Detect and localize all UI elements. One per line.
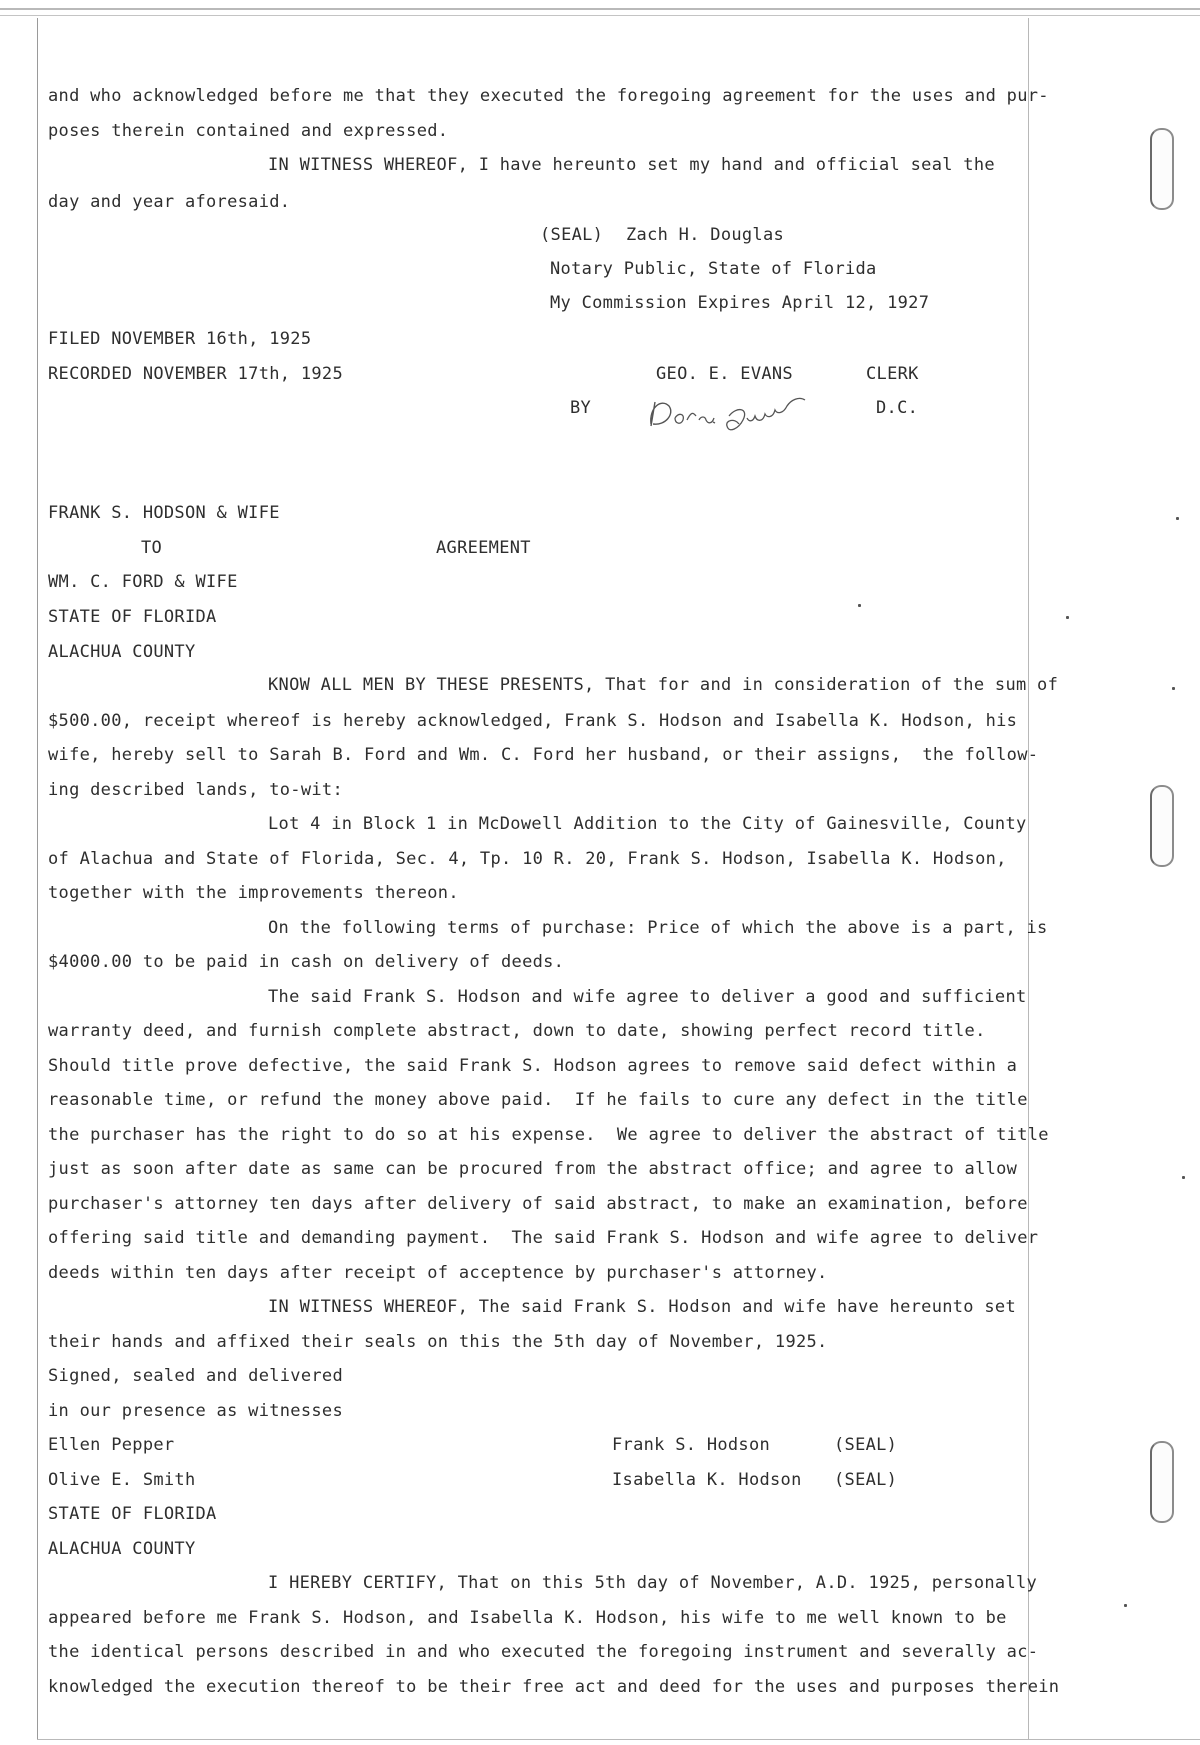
- witness-name: Olive E. Smith: [48, 1470, 196, 1490]
- certificate-line-1: and who acknowledged before me that they executed the foregoing agreement for the uses and pur-: [48, 86, 1049, 106]
- witness-name: Ellen Pepper: [48, 1435, 175, 1455]
- caption-to: TO: [141, 538, 163, 558]
- binder-hole-bottom: [1150, 1441, 1174, 1523]
- signer-seal: (SEAL): [834, 1435, 898, 1455]
- certificate-witness-line: IN WITNESS WHEREOF, I have hereunto set my hand and official seal the: [268, 155, 995, 175]
- agreement-line: On the following terms of purchase: Price of which the above is a part, is: [268, 918, 1048, 938]
- agreement-line: KNOW ALL MEN BY THESE PRESENTS, That for and in consideration of the sum of: [268, 675, 1059, 695]
- clerk-title: CLERK: [866, 364, 919, 384]
- agreement-line: purchaser's attorney ten days after delivery of said abstract, to make an examination, before: [48, 1194, 1028, 1214]
- agreement-line: Lot 4 in Block 1 in McDowell Addition to the City of Gainesville, County: [268, 814, 1027, 834]
- left-margin-rule: [37, 18, 38, 1740]
- filed-date: FILED NOVEMBER 16th, 1925: [48, 329, 312, 349]
- agreement-line: warranty deed, and furnish complete abstract, down to date, showing perfect record title.: [48, 1021, 986, 1041]
- recorded-date: RECORDED NOVEMBER 17th, 1925: [48, 364, 343, 384]
- scan-speck: [1176, 517, 1179, 520]
- agreement-line: the purchaser has the right to do so at his expense. We agree to deliver the abstract of title: [48, 1125, 1049, 1145]
- agreement-line: deeds within ten days after receipt of acceptence by purchaser's attorney.: [48, 1263, 828, 1283]
- right-margin-rule: [1028, 18, 1029, 1740]
- document-type: AGREEMENT: [436, 538, 531, 558]
- agreement-line: offering said title and demanding payment. The said Frank S. Hodson and wife agree to deliver: [48, 1228, 1039, 1248]
- deputy-clerk-label: D.C.: [876, 398, 919, 418]
- bottom-rule: [37, 1739, 1200, 1740]
- clerk-name: GEO. E. EVANS: [656, 364, 793, 384]
- acknowledgment-line: I HEREBY CERTIFY, That on this 5th day of November, A.D. 1925, personally: [268, 1573, 1038, 1593]
- signer-seal: (SEAL): [834, 1470, 898, 1490]
- caption-county: ALACHUA COUNTY: [48, 642, 196, 662]
- ack-county: ALACHUA COUNTY: [48, 1539, 196, 1559]
- signer-name: Frank S. Hodson: [612, 1435, 771, 1455]
- notary-commission: My Commission Expires April 12, 1927: [550, 293, 930, 313]
- certificate-line-2: poses therein contained and expressed.: [48, 121, 449, 141]
- signed-sealed-delivered: Signed, sealed and delivered: [48, 1366, 343, 1386]
- scan-speck: [1182, 1176, 1185, 1179]
- scan-speck: [1172, 687, 1175, 690]
- by-label: BY: [570, 398, 592, 418]
- certificate-line-4: day and year aforesaid.: [48, 192, 291, 212]
- notary-seal-label: (SEAL): [540, 225, 604, 245]
- signer-name: Isabella K. Hodson: [612, 1470, 802, 1490]
- deputy-clerk-signature: [643, 394, 831, 434]
- agreement-line: together with the improvements thereon.: [48, 883, 459, 903]
- grantor-caption: FRANK S. HODSON & WIFE: [48, 503, 280, 523]
- top-rule-inner: [0, 15, 1200, 16]
- notary-name: Zach H. Douglas: [626, 225, 785, 245]
- witnesses-label: in our presence as witnesses: [48, 1401, 343, 1421]
- grantee-caption: WM. C. FORD & WIFE: [48, 572, 238, 592]
- agreement-line: $500.00, receipt whereof is hereby acknowledged, Frank S. Hodson and Isabella K. Hodson, his: [48, 711, 1018, 731]
- agreement-line: their hands and affixed their seals on this the 5th day of November, 1925.: [48, 1332, 828, 1352]
- agreement-line: of Alachua and State of Florida, Sec. 4, Tp. 10 R. 20, Frank S. Hodson, Isabella K. Hodson,: [48, 849, 1007, 869]
- binder-hole-middle: [1150, 785, 1174, 867]
- top-rule: [0, 8, 1200, 10]
- binder-hole-top: [1150, 128, 1174, 210]
- agreement-line: ing described lands, to-wit:: [48, 780, 343, 800]
- scan-speck: [858, 604, 861, 607]
- agreement-line: Should title prove defective, the said Frank S. Hodson agrees to remove said defect within a: [48, 1056, 1018, 1076]
- notary-title: Notary Public, State of Florida: [550, 259, 877, 279]
- acknowledgment-line: the identical persons described in and who executed the foregoing instrument and severally ac-: [48, 1642, 1039, 1662]
- scan-speck: [1124, 1604, 1127, 1607]
- agreement-line: wife, hereby sell to Sarah B. Ford and Wm. C. Ford her husband, or their assigns, the follow-: [48, 745, 1039, 765]
- agreement-line: just as soon after date as same can be procured from the abstract office; and agree to allow: [48, 1159, 1018, 1179]
- agreement-line: $4000.00 to be paid in cash on delivery of deeds.: [48, 952, 565, 972]
- agreement-line: reasonable time, or refund the money above paid. If he fails to cure any defect in the title: [48, 1090, 1028, 1110]
- scan-speck: [1066, 616, 1069, 619]
- ack-state: STATE OF FLORIDA: [48, 1504, 217, 1524]
- acknowledgment-line: knowledged the execution thereof to be their free act and deed for the uses and purposes therein: [48, 1677, 1060, 1697]
- caption-state: STATE OF FLORIDA: [48, 607, 217, 627]
- agreement-line: IN WITNESS WHEREOF, The said Frank S. Hodson and wife have hereunto set: [268, 1297, 1016, 1317]
- acknowledgment-line: appeared before me Frank S. Hodson, and Isabella K. Hodson, his wife to me well known to be: [48, 1608, 1007, 1628]
- agreement-line: The said Frank S. Hodson and wife agree to deliver a good and sufficient: [268, 987, 1027, 1007]
